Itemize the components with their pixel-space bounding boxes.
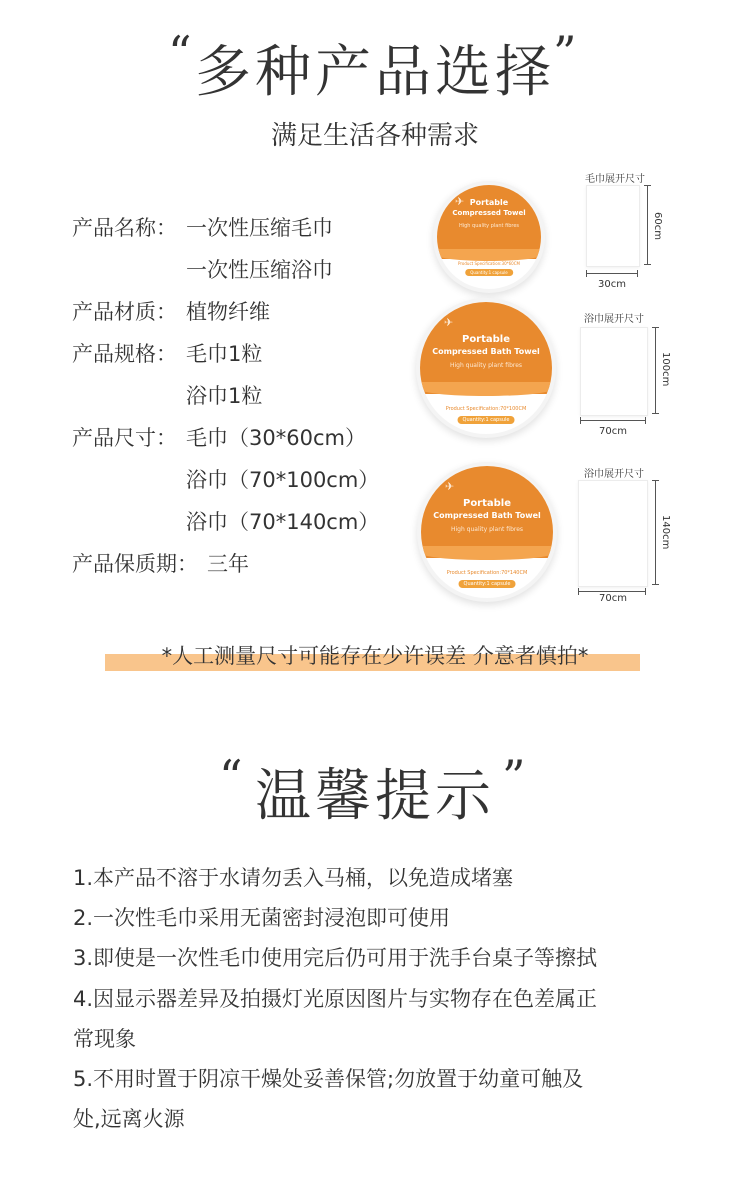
tip-item: 3.即使是一次性毛巾使用完后仍可用于洗手台桌子等擦拭 xyxy=(73,946,598,970)
open-quote: “ xyxy=(219,750,243,804)
paper-plane-icon: ✈ xyxy=(445,480,455,493)
product-line2: Compressed Bath Towel xyxy=(432,347,540,356)
spec-label-size: 产品尺寸： xyxy=(72,426,177,450)
width-label: 70cm xyxy=(599,426,627,437)
close-quote: ” xyxy=(502,750,526,804)
width-dimension-line xyxy=(580,420,646,421)
height-label: 100cm xyxy=(660,352,671,387)
spec-value-name-2: 一次性压缩浴巾 xyxy=(186,258,333,282)
width-label: 30cm xyxy=(598,279,626,290)
product-qty-badge: Quantity:1 capsule xyxy=(465,269,513,276)
tip-item-continued: 处,远离火源 xyxy=(73,1107,185,1131)
height-label: 60cm xyxy=(652,212,663,240)
spec-value-spec-1: 毛巾1粒 xyxy=(186,342,263,366)
width-dimension-line xyxy=(586,273,638,274)
product-line2: Compressed Towel xyxy=(452,209,526,217)
bath-towel-sheet-outline xyxy=(580,327,648,416)
tip-item: 4.因显示器差异及拍摄灯光原因图片与实物存在色差属正 xyxy=(73,987,598,1011)
product-line2: Compressed Bath Towel xyxy=(433,511,541,520)
diagram-caption: 浴巾展开尺寸 xyxy=(584,314,644,325)
spec-label-material: 产品材质： xyxy=(72,300,177,324)
measurement-note: *人工测量尺寸可能存在少许误差 介意者慎拍* xyxy=(161,644,589,668)
product-qty-badge: Quantity:1 capsule xyxy=(459,580,516,588)
spec-value-name-1: 一次性压缩毛巾 xyxy=(186,216,333,240)
spec-value-spec-2: 浴巾1粒 xyxy=(186,384,263,408)
height-label: 140cm xyxy=(660,515,671,550)
product-spec-text: Product Specification:30*60CM xyxy=(458,261,520,266)
height-dimension-line xyxy=(655,480,656,585)
product-line1: Portable xyxy=(462,498,512,509)
tip-item: 2.一次性毛巾采用无菌密封浸泡即可使用 xyxy=(73,906,451,930)
paper-plane-icon: ✈ xyxy=(444,316,454,329)
product-image-bath-towel-100 xyxy=(416,298,556,438)
product-spec-text: Product Specification:70*100CM xyxy=(445,406,527,412)
bath-towel-sheet-outline xyxy=(578,480,648,587)
spec-label-name: 产品名称： xyxy=(72,216,177,240)
product-spec-text: Product Specification:70*140CM xyxy=(446,570,528,576)
product-line1: Portable xyxy=(469,198,509,207)
tips-title: 温馨提示 xyxy=(255,764,495,829)
diagram-caption: 浴巾展开尺寸 xyxy=(584,469,644,480)
paper-plane-icon: ✈ xyxy=(455,195,465,208)
towel-sheet-outline xyxy=(586,185,640,267)
width-label: 70cm xyxy=(599,593,627,604)
spec-value-shelf-life: 三年 xyxy=(207,552,249,576)
page-subtitle: 满足生活各种需求 xyxy=(270,121,479,151)
spec-value-size-1: 毛巾（30*60cm） xyxy=(186,426,366,450)
tip-item: 1.本产品不溶于水请勿丢入马桶，以免造成堵塞 xyxy=(73,866,514,890)
spec-label-spec: 产品规格： xyxy=(72,342,177,366)
product-line3: High quality plant fibres xyxy=(450,526,524,533)
spec-value-material: 植物纤维 xyxy=(186,300,270,324)
product-line3: High quality plant fibres xyxy=(458,223,520,229)
height-dimension-line xyxy=(655,327,656,414)
spec-value-size-3: 浴巾（70*140cm） xyxy=(186,510,380,534)
product-image-towel xyxy=(433,181,545,293)
page-title: 多种产品选择 xyxy=(195,40,555,105)
spec-value-size-2: 浴巾（70*100cm） xyxy=(186,468,380,492)
open-quote: “ xyxy=(168,26,192,80)
spec-label-shelf-life: 产品保质期： xyxy=(72,552,198,576)
close-quote: ” xyxy=(553,26,577,80)
tip-item-continued: 常现象 xyxy=(73,1027,136,1051)
height-dimension-line xyxy=(647,185,648,265)
diagram-caption: 毛巾展开尺寸 xyxy=(585,174,645,185)
product-line1: Portable xyxy=(461,334,511,345)
product-qty-badge: Quantity:1 capsule xyxy=(458,416,515,424)
tip-item: 5.不用时置于阴凉干燥处妥善保管;勿放置于幼童可触及 xyxy=(73,1067,584,1091)
width-dimension-line xyxy=(578,591,646,592)
product-image-bath-towel-140 xyxy=(417,462,557,602)
product-line3: High quality plant fibres xyxy=(449,362,523,369)
